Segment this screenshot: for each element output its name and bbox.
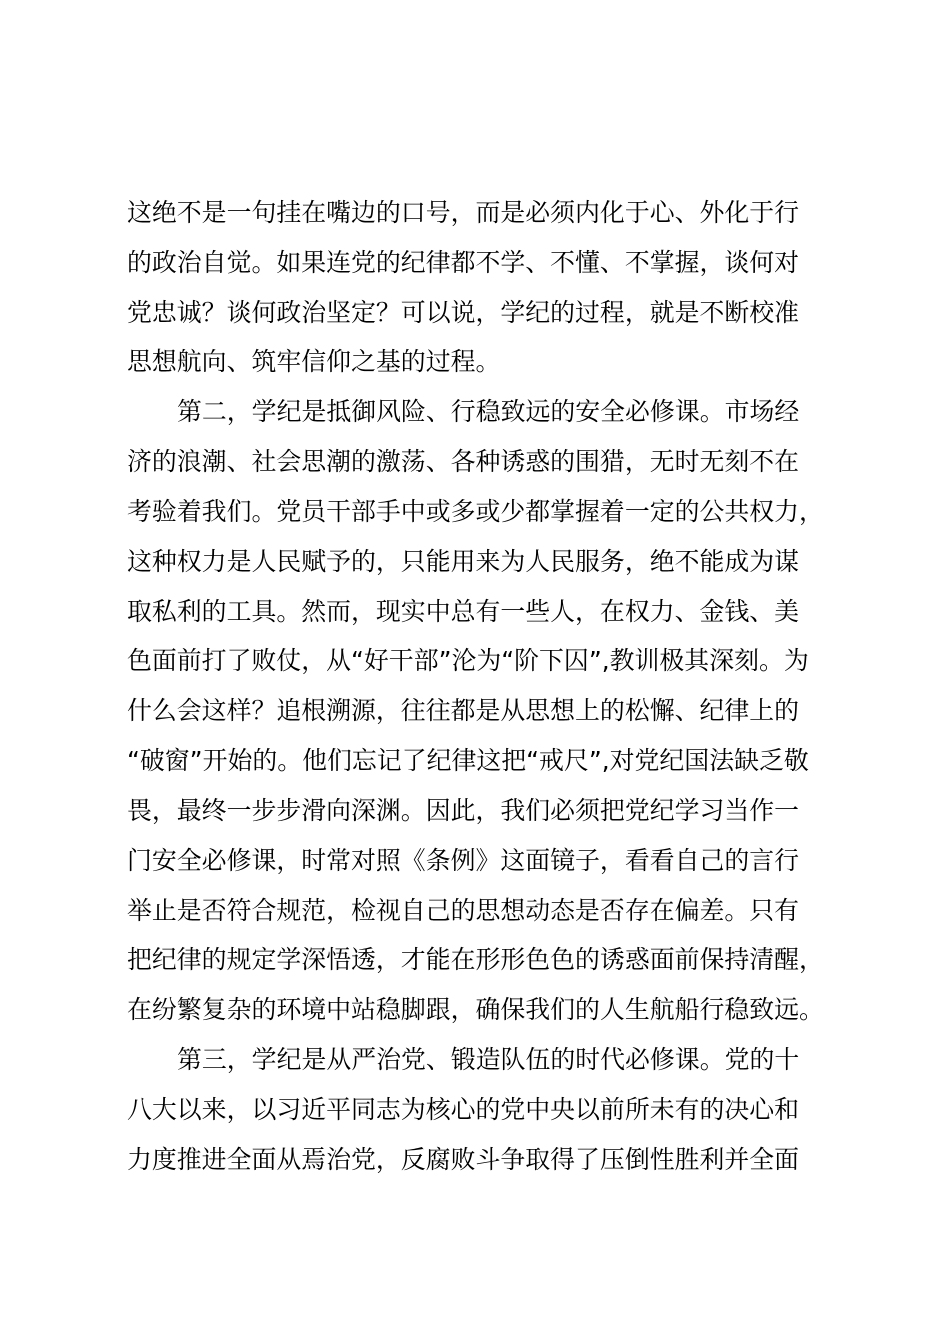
- text-line: 党忠诚？谈何政治坚定？可以说，学纪的过程，就是不断校准: [127, 297, 800, 327]
- text-line: 济的浪潮、社会思潮的激荡、各种诱惑的围猎，无时无刻不在: [127, 447, 800, 477]
- text-line: 力度推进全面从焉治党，反腐败斗争取得了压倒性胜利并全面: [127, 1144, 800, 1174]
- paragraph-start-line: 第三，学纪是从严治党、锻造队伍的时代必修课。党的十: [177, 1045, 800, 1075]
- paragraph-start-line: 第二，学纪是抵御风险、行稳致远的安全必修课。市场经: [177, 397, 800, 427]
- text-line: 什么会这样？追根溯源，往往都是从思想上的松懈、纪律上的: [127, 696, 800, 726]
- text-line: 八大以来，以习近平同志为核心的党中央以前所未有的决心和: [127, 1094, 800, 1124]
- text-line: 在纷繁复杂的环境中站稳脚跟，确保我们的人生航船行稳致远。: [127, 995, 824, 1025]
- text-line: “破窗”开始的。他们忘记了纪律这把“戒尺”,对党纪国法缺乏敬: [127, 746, 809, 776]
- text-line: 这绝不是一句挂在嘴边的口号，而是必须内化于心、外化于行: [127, 198, 800, 227]
- document-body: [127, 188, 847, 1185]
- text-line: 畏，最终一步步滑向深渊。因此，我们必须把党纪学习当作一: [127, 795, 800, 825]
- text-line: 取私利的工具。然而，现实中总有一些人，在权力、金钱、美: [127, 596, 800, 626]
- text-line: 思想航向、筑牢信仰之基的过程。: [127, 347, 501, 377]
- text-line: 这种权力是人民赋予的，只能用来为人民服务，绝不能成为谋: [127, 546, 800, 576]
- text-line: 把纪律的规定学深悟透，才能在形形色色的诱惑面前保持清醒，: [127, 945, 824, 975]
- text-line: 的政治自觉。如果连党的纪律都不学、不懂、不掌握，谈何对: [127, 247, 800, 277]
- text-line: 举止是否符合规范，检视自己的思想动态是否存在偏差。只有: [127, 895, 800, 925]
- text-line: 色面前打了败仗，从“好干部”沦为“阶下囚”,教训极其深刻。为: [127, 646, 809, 676]
- text-line: 门安全必修课，时常对照《条例》这面镜子，看看自己的言行: [127, 845, 800, 875]
- text-line: 考验着我们。党员干部手中或多或少都掌握着一定的公共权力，: [127, 496, 824, 526]
